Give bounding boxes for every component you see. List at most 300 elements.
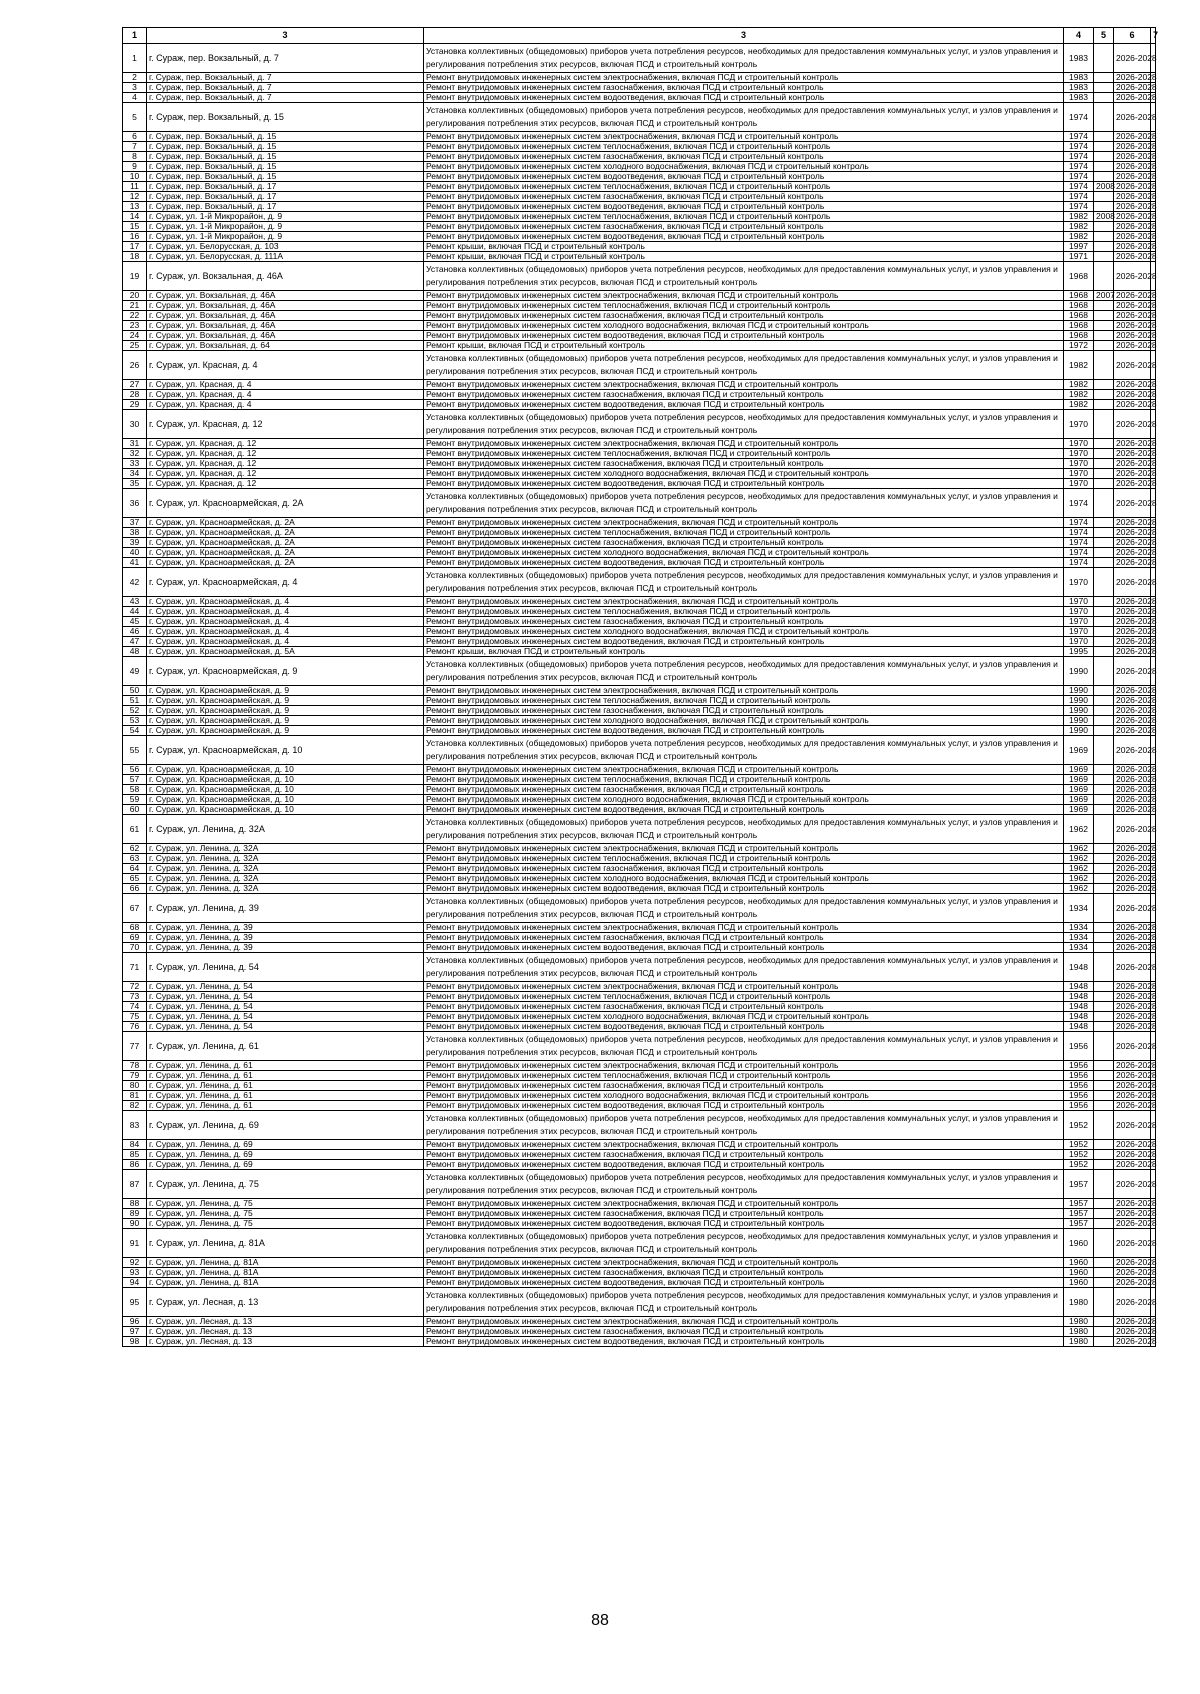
row-number-cell: 50 bbox=[123, 686, 147, 696]
row-number-cell: 12 bbox=[123, 192, 147, 202]
work-description-cell: Ремонт внутридомовых инженерных систем водоотведения, включая ПСД и строительный контроль bbox=[424, 172, 1064, 182]
table-row bbox=[123, 1101, 1156, 1111]
last-repair-year-cell bbox=[1094, 192, 1114, 202]
address-cell: г. Сураж, ул. Ленина, д. 61 bbox=[147, 1081, 424, 1091]
address-cell: г. Сураж, пер. Вокзальный, д. 15 bbox=[147, 142, 424, 152]
work-description-cell: Ремонт внутридомовых инженерных систем газоснабжения, включая ПСД и строительный контроль bbox=[424, 785, 1064, 795]
last-repair-year-cell bbox=[1094, 1170, 1114, 1199]
table-row bbox=[123, 232, 1156, 242]
planned-period-cell: 2026-2028 bbox=[1114, 232, 1151, 242]
row-number-cell: 29 bbox=[123, 400, 147, 410]
address-cell: г. Сураж, ул. Красноармейская, д. 2А bbox=[147, 518, 424, 528]
address-cell: г. Сураж, ул. Ленина, д. 61 bbox=[147, 1032, 424, 1061]
address-cell: г. Сураж, ул. Вокзальная, д. 46А bbox=[147, 301, 424, 311]
commission-year-cell: 1970 bbox=[1064, 617, 1094, 627]
address-cell: г. Сураж, ул. Красноармейская, д. 4 bbox=[147, 627, 424, 637]
planned-period-cell: 2026-2028 bbox=[1114, 894, 1151, 923]
work-description-cell: Ремонт внутридомовых инженерных систем электроснабжения, включая ПСД и строительный контроль bbox=[424, 132, 1064, 142]
commission-year-cell: 1982 bbox=[1064, 390, 1094, 400]
table-row bbox=[123, 222, 1156, 232]
planned-period-cell: 2026-2028 bbox=[1114, 1061, 1151, 1071]
address-cell: г. Сураж, ул. Ленина, д. 54 bbox=[147, 992, 424, 1002]
work-description-cell: Ремонт внутридомовых инженерных систем водоотведения, включая ПСД и строительный контроль bbox=[424, 884, 1064, 894]
table-row bbox=[123, 607, 1156, 617]
commission-year-cell: 1974 bbox=[1064, 132, 1094, 142]
row-number-cell: 81 bbox=[123, 1091, 147, 1101]
commission-year-cell: 1970 bbox=[1064, 469, 1094, 479]
commission-year-cell: 1969 bbox=[1064, 775, 1094, 785]
table-row bbox=[123, 1022, 1156, 1032]
table-row bbox=[123, 469, 1156, 479]
table-row bbox=[123, 182, 1156, 192]
work-description-cell: Ремонт внутридомовых инженерных систем холодного водоснабжения, включая ПСД и строительный контроль bbox=[424, 716, 1064, 726]
commission-year-cell: 1971 bbox=[1064, 252, 1094, 262]
work-description-cell: Ремонт внутридомовых инженерных систем теплоснабжения, включая ПСД и строительный контроль bbox=[424, 182, 1064, 192]
commission-year-cell: 1956 bbox=[1064, 1061, 1094, 1071]
planned-period-cell: 2026-2028 bbox=[1114, 1288, 1151, 1317]
row-number-cell: 31 bbox=[123, 439, 147, 449]
commission-year-cell: 1969 bbox=[1064, 785, 1094, 795]
table-row bbox=[123, 548, 1156, 558]
row-number-cell: 54 bbox=[123, 726, 147, 736]
planned-period-cell: 2026-2028 bbox=[1114, 657, 1151, 686]
commission-year-cell: 1982 bbox=[1064, 232, 1094, 242]
planned-period-cell: 2026-2028 bbox=[1114, 1317, 1151, 1327]
planned-period-cell: 2026-2028 bbox=[1114, 726, 1151, 736]
row-number-cell: 95 bbox=[123, 1288, 147, 1317]
work-description-cell: Ремонт внутридомовых инженерных систем водоотведения, включая ПСД и строительный контроль bbox=[424, 1337, 1064, 1347]
table-row bbox=[123, 301, 1156, 311]
row-number-cell: 90 bbox=[123, 1219, 147, 1229]
planned-period-cell: 2026-2028 bbox=[1114, 706, 1151, 716]
work-description-cell: Ремонт внутридомовых инженерных систем водоотведения, включая ПСД и строительный контроль bbox=[424, 637, 1064, 647]
last-repair-year-cell bbox=[1094, 1032, 1114, 1061]
work-description-cell: Ремонт внутридомовых инженерных систем теплоснабжения, включая ПСД и строительный контроль bbox=[424, 212, 1064, 222]
row-number-cell: 13 bbox=[123, 202, 147, 212]
row-number-cell: 65 bbox=[123, 874, 147, 884]
planned-period-cell: 2026-2028 bbox=[1114, 844, 1151, 854]
table-row bbox=[123, 172, 1156, 182]
planned-period-cell: 2026-2028 bbox=[1114, 142, 1151, 152]
planned-period-cell: 2026-2028 bbox=[1114, 716, 1151, 726]
row-number-cell: 49 bbox=[123, 657, 147, 686]
last-repair-year-cell bbox=[1094, 232, 1114, 242]
address-cell: г. Сураж, ул. Красноармейская, д. 10 bbox=[147, 775, 424, 785]
planned-period-cell: 2026-2028 bbox=[1114, 341, 1151, 351]
row-number-cell: 15 bbox=[123, 222, 147, 232]
table-row bbox=[123, 647, 1156, 657]
work-description-cell: Ремонт внутридомовых инженерных систем газоснабжения, включая ПСД и строительный контроль bbox=[424, 390, 1064, 400]
work-description-cell: Ремонт внутридомовых инженерных систем водоотведения, включая ПСД и строительный контроль bbox=[424, 1219, 1064, 1229]
table-row bbox=[123, 252, 1156, 262]
last-repair-year-cell bbox=[1094, 696, 1114, 706]
last-repair-year-cell bbox=[1094, 706, 1114, 716]
planned-period-cell: 2026-2028 bbox=[1114, 380, 1151, 390]
planned-period-cell: 2026-2028 bbox=[1114, 617, 1151, 627]
work-description-cell: Ремонт внутридомовых инженерных систем газоснабжения, включая ПСД и строительный контроль bbox=[424, 311, 1064, 321]
address-cell: г. Сураж, пер. Вокзальный, д. 7 bbox=[147, 83, 424, 93]
row-number-cell: 28 bbox=[123, 390, 147, 400]
commission-year-cell: 1970 bbox=[1064, 568, 1094, 597]
work-description-cell: Ремонт внутридомовых инженерных систем электроснабжения, включая ПСД и строительный контроль bbox=[424, 923, 1064, 933]
last-repair-year-cell bbox=[1094, 1278, 1114, 1288]
table-row bbox=[123, 142, 1156, 152]
row-number-cell: 39 bbox=[123, 538, 147, 548]
commission-year-cell: 1960 bbox=[1064, 1229, 1094, 1258]
column-header: 6 bbox=[1114, 28, 1151, 44]
last-repair-year-cell bbox=[1094, 400, 1114, 410]
table-row bbox=[123, 637, 1156, 647]
last-repair-year-cell bbox=[1094, 1209, 1114, 1219]
last-repair-year-cell bbox=[1094, 44, 1114, 73]
last-repair-year-cell bbox=[1094, 1317, 1114, 1327]
planned-period-cell: 2026-2028 bbox=[1114, 597, 1151, 607]
work-description-cell: Ремонт внутридомовых инженерных систем газоснабжения, включая ПСД и строительный контроль bbox=[424, 1268, 1064, 1278]
last-repair-year-cell bbox=[1094, 1140, 1114, 1150]
planned-period-cell: 2026-2028 bbox=[1114, 1002, 1151, 1012]
work-description-cell: Ремонт внутридомовых инженерных систем холодного водоснабжения, включая ПСД и строительный контроль bbox=[424, 162, 1064, 172]
last-repair-year-cell bbox=[1094, 380, 1114, 390]
planned-period-cell: 2026-2028 bbox=[1114, 1101, 1151, 1111]
last-repair-year-cell bbox=[1094, 795, 1114, 805]
last-repair-year-cell bbox=[1094, 627, 1114, 637]
address-cell: г. Сураж, ул. Красноармейская, д. 10 bbox=[147, 765, 424, 775]
address-cell: г. Сураж, ул. Красноармейская, д. 2А bbox=[147, 528, 424, 538]
last-repair-year-cell: 2008 bbox=[1094, 182, 1114, 192]
work-description-cell: Ремонт внутридомовых инженерных систем теплоснабжения, включая ПСД и строительный контроль bbox=[424, 992, 1064, 1002]
commission-year-cell: 1969 bbox=[1064, 765, 1094, 775]
row-number-cell: 86 bbox=[123, 1160, 147, 1170]
work-description-cell: Ремонт внутридомовых инженерных систем теплоснабжения, включая ПСД и строительный контроль bbox=[424, 301, 1064, 311]
work-description-cell: Ремонт внутридомовых инженерных систем холодного водоснабжения, включая ПСД и строительный контроль bbox=[424, 1012, 1064, 1022]
address-cell: г. Сураж, ул. Ленина, д. 61 bbox=[147, 1101, 424, 1111]
last-repair-year-cell bbox=[1094, 459, 1114, 469]
work-description-cell: Установка коллективных (общедомовых) приборов учета потребления ресурсов, необходимых для предоставления коммунальных услуг, и узлов управления и регулирования потребления этих ресурсов, включая ПСД и строительный контроль bbox=[424, 736, 1064, 765]
last-repair-year-cell bbox=[1094, 943, 1114, 953]
planned-period-cell: 2026-2028 bbox=[1114, 992, 1151, 1002]
commission-year-cell: 1957 bbox=[1064, 1170, 1094, 1199]
commission-year-cell: 1980 bbox=[1064, 1317, 1094, 1327]
planned-period-cell: 2026-2028 bbox=[1114, 1337, 1151, 1347]
row-number-cell: 25 bbox=[123, 341, 147, 351]
planned-period-cell: 2026-2028 bbox=[1114, 1170, 1151, 1199]
address-cell: г. Сураж, ул. Лесная, д. 13 bbox=[147, 1337, 424, 1347]
table-row bbox=[123, 1219, 1156, 1229]
planned-period-cell: 2026-2028 bbox=[1114, 933, 1151, 943]
table-row bbox=[123, 83, 1156, 93]
work-description-cell: Ремонт внутридомовых инженерных систем газоснабжения, включая ПСД и строительный контроль bbox=[424, 617, 1064, 627]
address-cell: г. Сураж, пер. Вокзальный, д. 17 bbox=[147, 192, 424, 202]
planned-period-cell: 2026-2028 bbox=[1114, 736, 1151, 765]
commission-year-cell: 1934 bbox=[1064, 894, 1094, 923]
last-repair-year-cell bbox=[1094, 982, 1114, 992]
row-number-cell: 56 bbox=[123, 765, 147, 775]
row-number-cell: 55 bbox=[123, 736, 147, 765]
address-cell: г. Сураж, ул. Красная, д. 12 bbox=[147, 410, 424, 439]
planned-period-cell: 2026-2028 bbox=[1114, 923, 1151, 933]
address-cell: г. Сураж, ул. Ленина, д. 61 bbox=[147, 1071, 424, 1081]
work-description-cell: Ремонт внутридомовых инженерных систем водоотведения, включая ПСД и строительный контроль bbox=[424, 202, 1064, 212]
planned-period-cell: 2026-2028 bbox=[1114, 390, 1151, 400]
table-row bbox=[123, 617, 1156, 627]
last-repair-year-cell bbox=[1094, 785, 1114, 795]
address-cell: г. Сураж, ул. Красная, д. 4 bbox=[147, 400, 424, 410]
table-row bbox=[123, 262, 1156, 291]
planned-period-cell: 2026-2028 bbox=[1114, 83, 1151, 93]
last-repair-year-cell: 2008 bbox=[1094, 212, 1114, 222]
address-cell: г. Сураж, ул. Ленина, д. 75 bbox=[147, 1170, 424, 1199]
commission-year-cell: 1970 bbox=[1064, 597, 1094, 607]
work-description-cell: Ремонт внутридомовых инженерных систем водоотведения, включая ПСД и строительный контроль bbox=[424, 93, 1064, 103]
row-number-cell: 17 bbox=[123, 242, 147, 252]
commission-year-cell: 1968 bbox=[1064, 262, 1094, 291]
address-cell: г. Сураж, ул. Белорусская, д. 103 bbox=[147, 242, 424, 252]
table-row bbox=[123, 380, 1156, 390]
work-description-cell: Установка коллективных (общедомовых) приборов учета потребления ресурсов, необходимых для предоставления коммунальных услуг, и узлов управления и регулирования потребления этих ресурсов, включая ПСД и строительный контроль bbox=[424, 1032, 1064, 1061]
work-description-cell: Ремонт внутридомовых инженерных систем холодного водоснабжения, включая ПСД и строительный контроль bbox=[424, 321, 1064, 331]
table-row bbox=[123, 1209, 1156, 1219]
table-row bbox=[123, 351, 1156, 380]
planned-period-cell: 2026-2028 bbox=[1114, 884, 1151, 894]
address-cell: г. Сураж, ул. Красная, д. 12 bbox=[147, 469, 424, 479]
last-repair-year-cell bbox=[1094, 933, 1114, 943]
table-row bbox=[123, 884, 1156, 894]
work-description-cell: Ремонт внутридомовых инженерных систем электроснабжения, включая ПСД и строительный контроль bbox=[424, 73, 1064, 83]
table-row bbox=[123, 1288, 1156, 1317]
address-cell: г. Сураж, ул. Ленина, д. 54 bbox=[147, 1022, 424, 1032]
address-cell: г. Сураж, ул. Ленина, д. 39 bbox=[147, 923, 424, 933]
commission-year-cell: 1968 bbox=[1064, 311, 1094, 321]
row-number-cell: 69 bbox=[123, 933, 147, 943]
row-number-cell: 5 bbox=[123, 103, 147, 132]
work-description-cell: Ремонт крыши, включая ПСД и строительный контроль bbox=[424, 252, 1064, 262]
last-repair-year-cell bbox=[1094, 528, 1114, 538]
last-repair-year-cell bbox=[1094, 479, 1114, 489]
last-repair-year-cell bbox=[1094, 83, 1114, 93]
commission-year-cell: 1972 bbox=[1064, 341, 1094, 351]
work-description-cell: Ремонт внутридомовых инженерных систем электроснабжения, включая ПСД и строительный контроль bbox=[424, 1199, 1064, 1209]
address-cell: г. Сураж, ул. Красная, д. 12 bbox=[147, 449, 424, 459]
address-cell: г. Сураж, ул. Красноармейская, д. 4 bbox=[147, 637, 424, 647]
address-cell: г. Сураж, ул. Красная, д. 12 bbox=[147, 479, 424, 489]
last-repair-year-cell bbox=[1094, 351, 1114, 380]
address-cell: г. Сураж, пер. Вокзальный, д. 15 bbox=[147, 162, 424, 172]
planned-period-cell: 2026-2028 bbox=[1114, 212, 1151, 222]
work-description-cell: Ремонт внутридомовых инженерных систем водоотведения, включая ПСД и строительный контроль bbox=[424, 1278, 1064, 1288]
address-cell: г. Сураж, ул. Красная, д. 12 bbox=[147, 459, 424, 469]
planned-period-cell: 2026-2028 bbox=[1114, 1199, 1151, 1209]
row-number-cell: 32 bbox=[123, 449, 147, 459]
table-row bbox=[123, 1071, 1156, 1081]
table-row bbox=[123, 558, 1156, 568]
work-description-cell: Ремонт крыши, включая ПСД и строительный контроль bbox=[424, 647, 1064, 657]
planned-period-cell: 2026-2028 bbox=[1114, 1209, 1151, 1219]
table-row bbox=[123, 716, 1156, 726]
address-cell: г. Сураж, ул. Лесная, д. 13 bbox=[147, 1288, 424, 1317]
row-number-cell: 77 bbox=[123, 1032, 147, 1061]
commission-year-cell: 1990 bbox=[1064, 726, 1094, 736]
commission-year-cell: 1990 bbox=[1064, 696, 1094, 706]
row-number-cell: 46 bbox=[123, 627, 147, 637]
work-description-cell: Ремонт внутридомовых инженерных систем электроснабжения, включая ПСД и строительный контроль bbox=[424, 597, 1064, 607]
row-number-cell: 1 bbox=[123, 44, 147, 73]
row-number-cell: 66 bbox=[123, 884, 147, 894]
work-description-cell: Ремонт внутридомовых инженерных систем водоотведения, включая ПСД и строительный контроль bbox=[424, 1160, 1064, 1170]
table-row bbox=[123, 568, 1156, 597]
commission-year-cell: 1983 bbox=[1064, 73, 1094, 83]
row-number-cell: 72 bbox=[123, 982, 147, 992]
last-repair-year-cell bbox=[1094, 894, 1114, 923]
table-row bbox=[123, 212, 1156, 222]
planned-period-cell: 2026-2028 bbox=[1114, 459, 1151, 469]
commission-year-cell: 1990 bbox=[1064, 716, 1094, 726]
commission-year-cell: 1974 bbox=[1064, 192, 1094, 202]
address-cell: г. Сураж, ул. 1-й Микрорайон, д. 9 bbox=[147, 212, 424, 222]
row-number-cell: 23 bbox=[123, 321, 147, 331]
last-repair-year-cell bbox=[1094, 1022, 1114, 1032]
last-repair-year-cell bbox=[1094, 637, 1114, 647]
planned-period-cell: 2026-2028 bbox=[1114, 192, 1151, 202]
column-header: 1 bbox=[123, 28, 147, 44]
last-repair-year-cell bbox=[1094, 390, 1114, 400]
row-number-cell: 52 bbox=[123, 706, 147, 716]
planned-period-cell: 2026-2028 bbox=[1114, 647, 1151, 657]
work-description-cell: Ремонт внутридомовых инженерных систем электроснабжения, включая ПСД и строительный контроль bbox=[424, 1258, 1064, 1268]
address-cell: г. Сураж, ул. Красная, д. 12 bbox=[147, 439, 424, 449]
table-row bbox=[123, 1317, 1156, 1327]
address-cell: г. Сураж, пер. Вокзальный, д. 15 bbox=[147, 152, 424, 162]
planned-period-cell: 2026-2028 bbox=[1114, 815, 1151, 844]
commission-year-cell: 1956 bbox=[1064, 1032, 1094, 1061]
address-cell: г. Сураж, ул. Ленина, д. 69 bbox=[147, 1160, 424, 1170]
row-number-cell: 97 bbox=[123, 1327, 147, 1337]
commission-year-cell: 1952 bbox=[1064, 1111, 1094, 1140]
commission-year-cell: 1934 bbox=[1064, 933, 1094, 943]
table-row bbox=[123, 192, 1156, 202]
address-cell: г. Сураж, ул. Красноармейская, д. 9 bbox=[147, 716, 424, 726]
work-description-cell: Ремонт внутридомовых инженерных систем электроснабжения, включая ПСД и строительный контроль bbox=[424, 844, 1064, 854]
work-description-cell: Ремонт внутридомовых инженерных систем теплоснабжения, включая ПСД и строительный контроль bbox=[424, 1071, 1064, 1081]
table-row bbox=[123, 844, 1156, 854]
planned-period-cell: 2026-2028 bbox=[1114, 410, 1151, 439]
planned-period-cell: 2026-2028 bbox=[1114, 854, 1151, 864]
commission-year-cell: 1969 bbox=[1064, 736, 1094, 765]
planned-period-cell: 2026-2028 bbox=[1114, 1229, 1151, 1258]
last-repair-year-cell: 2007 bbox=[1094, 291, 1114, 301]
table-row bbox=[123, 933, 1156, 943]
work-description-cell: Ремонт внутридомовых инженерных систем водоотведения, включая ПСД и строительный контроль bbox=[424, 726, 1064, 736]
table-row bbox=[123, 805, 1156, 815]
work-description-cell: Ремонт внутридомовых инженерных систем холодного водоснабжения, включая ПСД и строительный контроль bbox=[424, 627, 1064, 637]
last-repair-year-cell bbox=[1094, 1160, 1114, 1170]
table-row bbox=[123, 73, 1156, 83]
planned-period-cell: 2026-2028 bbox=[1114, 1091, 1151, 1101]
planned-period-cell: 2026-2028 bbox=[1114, 627, 1151, 637]
table-row bbox=[123, 795, 1156, 805]
address-cell: г. Сураж, ул. Красноармейская, д. 9 bbox=[147, 706, 424, 716]
table-row bbox=[123, 1150, 1156, 1160]
planned-period-cell: 2026-2028 bbox=[1114, 1278, 1151, 1288]
table-row bbox=[123, 311, 1156, 321]
table-row bbox=[123, 864, 1156, 874]
table-row bbox=[123, 1091, 1156, 1101]
work-description-cell: Ремонт внутридомовых инженерных систем холодного водоснабжения, включая ПСД и строительный контроль bbox=[424, 469, 1064, 479]
address-cell: г. Сураж, ул. Ленина, д. 61 bbox=[147, 1061, 424, 1071]
work-description-cell: Ремонт внутридомовых инженерных систем водоотведения, включая ПСД и строительный контроль bbox=[424, 805, 1064, 815]
table-row bbox=[123, 341, 1156, 351]
last-repair-year-cell bbox=[1094, 736, 1114, 765]
commission-year-cell: 1948 bbox=[1064, 953, 1094, 982]
last-repair-year-cell bbox=[1094, 469, 1114, 479]
work-description-cell: Ремонт внутридомовых инженерных систем электроснабжения, включая ПСД и строительный контроль bbox=[424, 291, 1064, 301]
work-description-cell: Ремонт внутридомовых инженерных систем теплоснабжения, включая ПСД и строительный контроль bbox=[424, 528, 1064, 538]
planned-period-cell: 2026-2028 bbox=[1114, 558, 1151, 568]
row-number-cell: 84 bbox=[123, 1140, 147, 1150]
table-row bbox=[123, 696, 1156, 706]
work-description-cell: Ремонт внутридомовых инженерных систем холодного водоснабжения, включая ПСД и строительный контроль bbox=[424, 795, 1064, 805]
row-number-cell: 61 bbox=[123, 815, 147, 844]
table-row bbox=[123, 321, 1156, 331]
table-row bbox=[123, 390, 1156, 400]
last-repair-year-cell bbox=[1094, 202, 1114, 212]
address-cell: г. Сураж, ул. 1-й Микрорайон, д. 9 bbox=[147, 222, 424, 232]
page-number: 88 bbox=[591, 1612, 609, 1629]
row-number-cell: 83 bbox=[123, 1111, 147, 1140]
row-number-cell: 18 bbox=[123, 252, 147, 262]
row-number-cell: 75 bbox=[123, 1012, 147, 1022]
commission-year-cell: 1982 bbox=[1064, 222, 1094, 232]
address-cell: г. Сураж, ул. Ленина, д. 39 bbox=[147, 894, 424, 923]
table-row bbox=[123, 44, 1156, 73]
row-number-cell: 88 bbox=[123, 1199, 147, 1209]
row-number-cell: 45 bbox=[123, 617, 147, 627]
address-cell: г. Сураж, ул. Красноармейская, д. 4 bbox=[147, 607, 424, 617]
work-description-cell: Установка коллективных (общедомовых) приборов учета потребления ресурсов, необходимых для предоставления коммунальных услуг, и узлов управления и регулирования потребления этих ресурсов, включая ПСД и строительный контроль bbox=[424, 262, 1064, 291]
row-number-cell: 35 bbox=[123, 479, 147, 489]
address-cell: г. Сураж, пер. Вокзальный, д. 15 bbox=[147, 132, 424, 142]
commission-year-cell: 1974 bbox=[1064, 558, 1094, 568]
commission-year-cell: 1990 bbox=[1064, 706, 1094, 716]
row-number-cell: 14 bbox=[123, 212, 147, 222]
table-row bbox=[123, 1002, 1156, 1012]
planned-period-cell: 2026-2028 bbox=[1114, 1012, 1151, 1022]
planned-period-cell: 2026-2028 bbox=[1114, 172, 1151, 182]
commission-year-cell: 1962 bbox=[1064, 815, 1094, 844]
row-number-cell: 11 bbox=[123, 182, 147, 192]
commission-year-cell: 1980 bbox=[1064, 1327, 1094, 1337]
table-row bbox=[123, 943, 1156, 953]
row-number-cell: 48 bbox=[123, 647, 147, 657]
commission-year-cell: 1974 bbox=[1064, 202, 1094, 212]
row-number-cell: 53 bbox=[123, 716, 147, 726]
planned-period-cell: 2026-2028 bbox=[1114, 548, 1151, 558]
commission-year-cell: 1957 bbox=[1064, 1219, 1094, 1229]
planned-period-cell: 2026-2028 bbox=[1114, 785, 1151, 795]
table-row bbox=[123, 597, 1156, 607]
last-repair-year-cell bbox=[1094, 162, 1114, 172]
table-row bbox=[123, 518, 1156, 528]
commission-year-cell: 1974 bbox=[1064, 548, 1094, 558]
commission-year-cell: 1962 bbox=[1064, 884, 1094, 894]
planned-period-cell: 2026-2028 bbox=[1114, 775, 1151, 785]
table-row bbox=[123, 1140, 1156, 1150]
commission-year-cell: 1980 bbox=[1064, 1337, 1094, 1347]
last-repair-year-cell bbox=[1094, 607, 1114, 617]
commission-year-cell: 1960 bbox=[1064, 1268, 1094, 1278]
commission-year-cell: 1982 bbox=[1064, 212, 1094, 222]
commission-year-cell: 1968 bbox=[1064, 301, 1094, 311]
address-cell: г. Сураж, ул. Вокзальная, д. 64 bbox=[147, 341, 424, 351]
